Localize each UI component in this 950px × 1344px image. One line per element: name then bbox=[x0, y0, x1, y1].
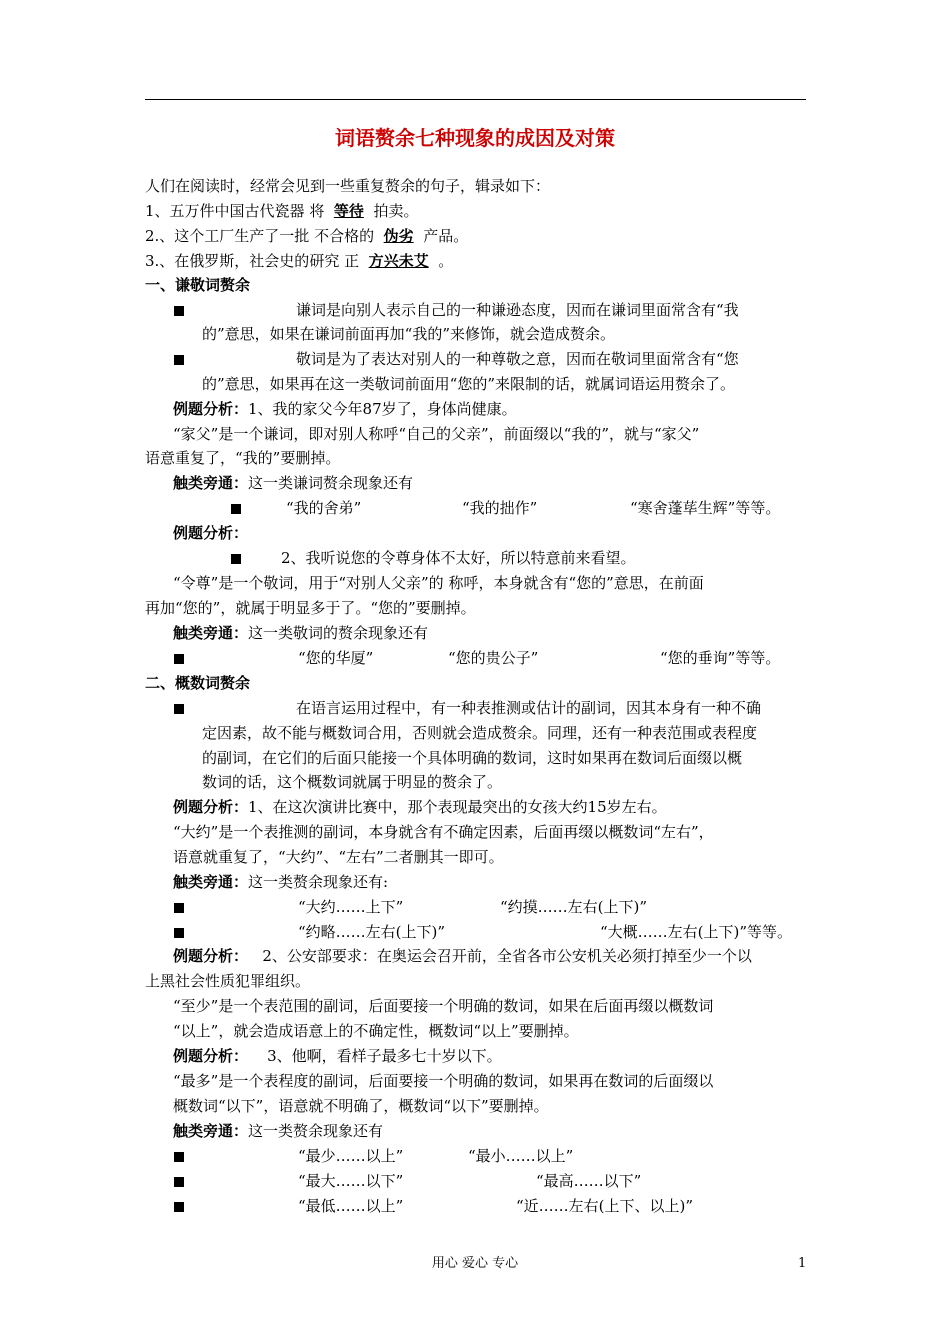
s2-example-3 bbox=[173, 1046, 502, 1066]
bullet-icon bbox=[174, 1171, 184, 1191]
s2-t2-r2-item-2: “最高……以下” bbox=[536, 1172, 642, 1190]
s1-para1-line2: 的”意思，如果在谦词前面再加“我的”来修饰，就会造成赘余。 bbox=[202, 325, 616, 343]
extension-text: 这一类谦词赘余现象还有 bbox=[248, 474, 414, 492]
s2-example-1 bbox=[173, 797, 667, 817]
section-1-heading: 一、谦敬词赘余 bbox=[145, 276, 251, 294]
footer-motto: 用心 爱心 专心 bbox=[431, 1256, 519, 1271]
s2-analysis-1-line2: 语意就重复了，“大约”、“左右”二者删其一即可。 bbox=[173, 848, 504, 866]
s2-t2-r1-item-2: “最小……以上” bbox=[468, 1147, 574, 1165]
extension-text: 这一类敬词的赘余现象还有 bbox=[248, 624, 429, 642]
example-3-pre: 3.、在俄罗斯，社会史的研究 正 bbox=[145, 252, 360, 270]
example-label: 例题分析： bbox=[173, 1047, 249, 1065]
s2-example-2-cont: 上黑社会性质犯罪组织。 bbox=[145, 972, 311, 990]
s1-t2-item-3: “您的垂询”等等。 bbox=[660, 649, 781, 667]
example-3-key: 方兴未艾 bbox=[368, 252, 429, 270]
s2-analysis-2-line2: “以上”，就会造成语意上的不确定性，概数词“以上”要删掉。 bbox=[173, 1022, 579, 1040]
intro-text: 人们在阅读时，经常会见到一些重复赘余的句子，辑录如下： bbox=[145, 177, 551, 195]
s1-extension-1 bbox=[173, 473, 413, 493]
bullet-icon bbox=[174, 648, 184, 668]
extension-label: 触类旁通： bbox=[173, 1122, 249, 1140]
s1-t1-item-2: “我的拙作” bbox=[462, 499, 538, 517]
example-line-1 bbox=[145, 201, 418, 221]
example-2-key: 伪劣 bbox=[383, 227, 414, 245]
example-label: 例题分析： bbox=[173, 947, 249, 965]
s2-t1-r1-item-1: “大约……上下” bbox=[298, 898, 404, 916]
example-text: 1、我的家父今年87岁了，身体尚健康。 bbox=[248, 400, 517, 418]
s1-analysis-2-line2: 再加“您的”，就属于明显多于了。“您的”要删掉。 bbox=[145, 599, 476, 617]
extension-text: 这一类赘余现象还有 bbox=[248, 1122, 384, 1140]
s2-analysis-1-line1: “大约”是一个表推测的副词，本身就含有不确定因素，后面再缀以概数词“左右”， bbox=[173, 823, 714, 841]
s1-analysis-1-line2: 语意重复了，“我的”要删掉。 bbox=[145, 449, 341, 467]
s2-t1-r2-item-1: “约略……左右(上下)” bbox=[298, 923, 446, 941]
page-title: 词语赘余七种现象的成因及对策 bbox=[335, 126, 615, 150]
s1-extension-2 bbox=[173, 623, 428, 643]
s2-t2-r2-item-1: “最大……以下” bbox=[298, 1172, 404, 1190]
example-label: 例题分析： bbox=[173, 798, 249, 816]
s2-t2-r3-item-1: “最低……以上” bbox=[298, 1197, 404, 1215]
extension-label: 触类旁通： bbox=[173, 873, 249, 891]
page-number: 1 bbox=[798, 1256, 807, 1271]
s1-para2-line2: 的”意思，如果再在这一类敬词前面用“您的”来限制的话，就属词语运用赘余了。 bbox=[202, 375, 736, 393]
s2-para-line3: 的副词，在它们的后面只能接一个具体明确的数词，这时如果再在数词后面缀以概 bbox=[202, 749, 743, 767]
section-2-heading: 二、概数词赘余 bbox=[145, 674, 251, 692]
s1-t1-item-1: “我的舍弟” bbox=[286, 499, 362, 517]
bullet-icon bbox=[174, 349, 184, 369]
example-text: 1、在这次演讲比赛中，那个表现最突出的女孩大约15岁左右。 bbox=[248, 798, 667, 816]
s1-t2-item-1: “您的华厦” bbox=[298, 649, 374, 667]
bullet-icon bbox=[174, 300, 184, 320]
bullet-icon bbox=[174, 698, 184, 718]
extension-text: 这一类赘余现象还有: bbox=[248, 873, 389, 891]
bullet-icon bbox=[174, 1196, 184, 1216]
s2-t1-r2-item-2: “大概……左右(上下)”等等。 bbox=[600, 923, 793, 941]
s2-analysis-2-line1: “至少”是一个表范围的副词，后面要接一个明确的数词，如果在后面再缀以概数词 bbox=[173, 997, 714, 1015]
extension-label: 触类旁通： bbox=[173, 474, 249, 492]
example-text: 3、他啊，看样子最多七十岁以下。 bbox=[267, 1047, 502, 1065]
example-label: 例题分析： bbox=[173, 400, 249, 418]
s1-analysis-2-line1: “令尊”是一个敬词，用于“对别人父亲”的 称呼，本身就含有“您的”意思，在前面 bbox=[173, 574, 704, 592]
example-line-2 bbox=[145, 226, 468, 246]
bullet-icon bbox=[174, 897, 184, 917]
s1-analysis-1-line1: “家父”是一个谦词，即对别人称呼“自己的父亲”，前面缀以“我的”，就与“家父” bbox=[173, 425, 700, 443]
s1-para2-line1: 敬词是为了表达对别人的一种尊敬之意，因而在敬词里面常含有“您 bbox=[296, 350, 739, 368]
example-1-key: 等待 bbox=[333, 202, 364, 220]
bullet-icon bbox=[231, 498, 241, 518]
s1-t1-item-3: “寒舍蓬荜生辉”等等。 bbox=[630, 499, 781, 517]
s2-extension-2 bbox=[173, 1121, 383, 1141]
bullet-icon bbox=[174, 922, 184, 942]
s2-para-line1: 在语言运用过程中，有一种表推测或估计的副词，因其本身有一种不确 bbox=[296, 699, 762, 717]
s1-example-2-label: 例题分析： bbox=[173, 524, 249, 542]
example-2-post: 产品。 bbox=[423, 227, 469, 245]
s1-t2-item-2: “您的贵公子” bbox=[448, 649, 539, 667]
s2-analysis-3-line2: 概数词“以下”，语意就不明确了，概数词“以下”要删掉。 bbox=[173, 1097, 549, 1115]
example-1-post: 拍卖。 bbox=[373, 202, 419, 220]
bullet-icon bbox=[174, 1146, 184, 1166]
s2-para-line4: 数词的话，这个概数词就属于明显的赘余了。 bbox=[202, 773, 503, 791]
example-line-3 bbox=[145, 251, 453, 271]
s2-para-line2: 定因素，故不能与概数词合用，否则就会造成赘余。同理，还有一种表范围或表程度 bbox=[202, 724, 758, 742]
s2-extension-1 bbox=[173, 872, 388, 892]
s2-example-2 bbox=[173, 946, 752, 966]
s2-t2-r3-item-2: “近……左右(上下、以上)” bbox=[516, 1197, 694, 1215]
example-1-pre: 1、五万件中国古代瓷器 将 bbox=[145, 202, 325, 220]
example-3-post: 。 bbox=[438, 252, 454, 270]
example-text: 2、公安部要求：在奥运会召开前，全省各市公安机关必须打掉至少一个以 bbox=[262, 947, 752, 965]
s1-example-2-text: 2、我听说您的令尊身体不太好，所以特意前来看望。 bbox=[281, 549, 636, 567]
s2-t1-r1-item-2: “约摸……左右(上下)” bbox=[500, 898, 648, 916]
s2-analysis-3-line1: “最多”是一个表程度的副词，后面要接一个明确的数词，如果再在数词的后面缀以 bbox=[173, 1072, 714, 1090]
example-2-pre: 2.、这个工厂生产了一批 不合格的 bbox=[145, 227, 375, 245]
s1-example-1 bbox=[173, 399, 517, 419]
s1-para1-line1: 谦词是向别人表示自己的一种谦逊态度，因而在谦词里面常含有“我 bbox=[296, 301, 739, 319]
header-rule bbox=[145, 99, 806, 100]
extension-label: 触类旁通： bbox=[173, 624, 249, 642]
bullet-icon bbox=[231, 548, 241, 568]
s2-t2-r1-item-1: “最少……以上” bbox=[298, 1147, 404, 1165]
